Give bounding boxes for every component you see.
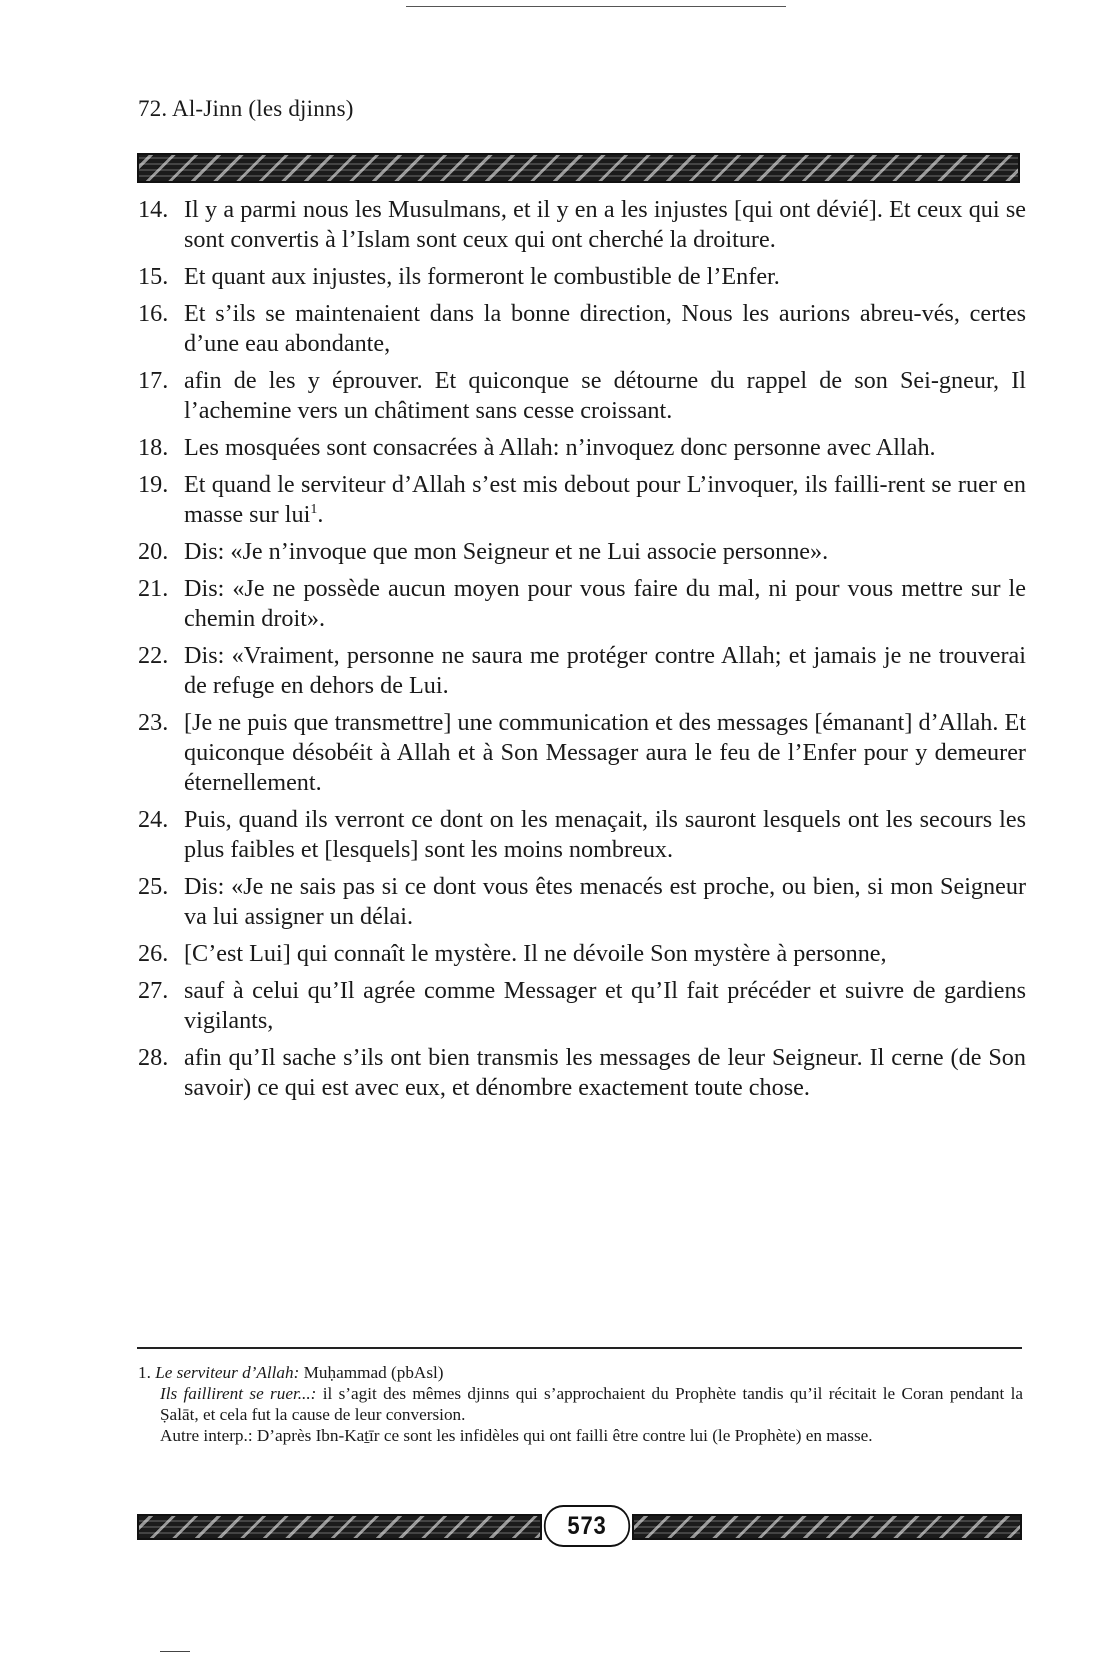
verse — [138, 872, 1026, 932]
footnote-term: Ils faillirent se ruer...: — [160, 1384, 317, 1403]
running-head: 72. Al-Jinn (les djinns) — [138, 96, 354, 121]
verse — [138, 574, 1026, 634]
verse-number: 23. — [138, 709, 169, 736]
ornamental-band-top — [137, 153, 1020, 183]
verse-number: 22. — [138, 642, 169, 669]
verse-number: 18. — [138, 434, 169, 461]
verse-text: Dis: «Je n’invoque que mon Seigneur et ne Lui associe personne». — [184, 538, 829, 565]
page-number: 573 — [544, 1505, 630, 1547]
ornamental-band-bottom-right — [632, 1514, 1022, 1540]
verse-number: 28. — [138, 1044, 169, 1071]
verse-text: Les mosquées sont consacrées à Allah: n’invoquez donc personne avec Allah. — [184, 434, 936, 461]
verse-number: 14. — [138, 196, 169, 223]
verse — [138, 805, 1026, 865]
footnote — [138, 1362, 1023, 1446]
verse-text: [Je ne puis que transmettre] une communication et des messages [émanant] d’Allah. Et quiconque désobéit à Allah et à Son Messager aura le feu de l’Enfer pour y demeurer éternellement. — [184, 709, 1026, 796]
verse — [138, 641, 1026, 701]
verse-text: Et s’ils se maintenaient dans la bonne direction, Nous les aurions abreu-vés, certes d’une eau abondante, — [184, 300, 1026, 357]
verse — [138, 537, 1026, 567]
verse — [138, 976, 1026, 1036]
bottom-rule — [160, 1651, 190, 1652]
footnote-marker: 1. — [138, 1363, 151, 1382]
verse — [138, 470, 1026, 530]
footnote-line — [138, 1383, 1023, 1425]
verse — [138, 195, 1026, 255]
verse-text: [C’est Lui] qui connaît le mystère. Il ne dévoile Son mystère à personne, — [184, 940, 887, 967]
verse-text: Dis: «Je ne possède aucun moyen pour vous faire du mal, ni pour vous mettre sur le chemin droit». — [184, 575, 1026, 632]
verse-text: Et quant aux injustes, ils formeront le combustible de l’Enfer. — [184, 263, 780, 290]
verse-text: Dis: «Je ne sais pas si ce dont vous êtes menacés est proche, ou bien, si mon Seigneur va lui assigner un délai. — [184, 873, 1026, 930]
footnote-divider — [137, 1347, 1022, 1349]
top-rule — [406, 6, 786, 7]
verse-number: 16. — [138, 300, 169, 327]
verse-text: Dis: «Vraiment, personne ne saura me protéger contre Allah; et jamais je ne trouverai de refuge en dehors de Lui. — [184, 642, 1026, 699]
verse — [138, 1043, 1026, 1103]
verse-text: Puis, quand ils verront ce dont on les menaçait, ils sauront lesquels ont les secours les plus faibles et [lesquels] sont les moins nombreux. — [184, 806, 1026, 863]
verse-text — [184, 470, 1026, 530]
verse — [138, 299, 1026, 359]
footnote-line — [138, 1362, 1023, 1383]
footnote-term: Le serviteur d’Allah: — [155, 1363, 300, 1382]
verse-text-body: Et quand le serviteur d’Allah s’est mis debout pour L’invoquer, ils failli-rent se ruer en masse sur lui — [184, 471, 1026, 528]
verse-number: 24. — [138, 806, 169, 833]
verse — [138, 433, 1026, 463]
verse-number: 19. — [138, 471, 169, 498]
verse — [138, 366, 1026, 426]
verse-text: afin de les y éprouver. Et quiconque se détourne du rappel de son Sei-gneur, Il l’achemine vers un châtiment sans cesse croissant. — [184, 367, 1026, 424]
verse-number: 20. — [138, 538, 169, 565]
verse-number: 26. — [138, 940, 169, 967]
verse-text: sauf à celui qu’Il agrée comme Messager et qu’Il fait précéder et suivre de gardiens vigilants, — [184, 977, 1026, 1034]
verse-list — [138, 195, 1026, 1110]
verse-number: 17. — [138, 367, 169, 394]
footnote-line: Autre interp.: D’après Ibn-Kaṯīr ce sont les infidèles qui ont failli être contre lui (le Prophète) en masse. — [160, 1426, 873, 1445]
verse — [138, 708, 1026, 798]
ornamental-band-bottom-left — [137, 1514, 542, 1540]
verse-number: 25. — [138, 873, 169, 900]
verse-number: 27. — [138, 977, 169, 1004]
verse-text-end: . — [317, 501, 324, 528]
footnote-definition: Muḥammad (pbAsl) — [299, 1363, 444, 1382]
verse — [138, 939, 1026, 969]
verse — [138, 262, 1026, 292]
footnote-reference[interactable]: 1 — [310, 501, 318, 517]
verse-number: 21. — [138, 575, 169, 602]
verse-text: afin qu’Il sache s’ils ont bien transmis les messages de leur Seigneur. Il cerne (de Son savoir) ce qui est avec eux, et dénombre exactement toute chose. — [184, 1044, 1026, 1101]
verse-text: Il y a parmi nous les Musulmans, et il y en a les injustes [qui ont dévié]. Et ceux qui se sont convertis à l’Islam sont ceux qui ont cherché la droiture. — [184, 196, 1026, 253]
footnote-definition: il s’agit des mêmes djinns qui s’approchaient du Prophète tandis qu’il récitait le Coran pendant la Ṣalāt, et cela fut la cause de leur conversion. — [160, 1384, 1023, 1424]
verse-number: 15. — [138, 263, 169, 290]
